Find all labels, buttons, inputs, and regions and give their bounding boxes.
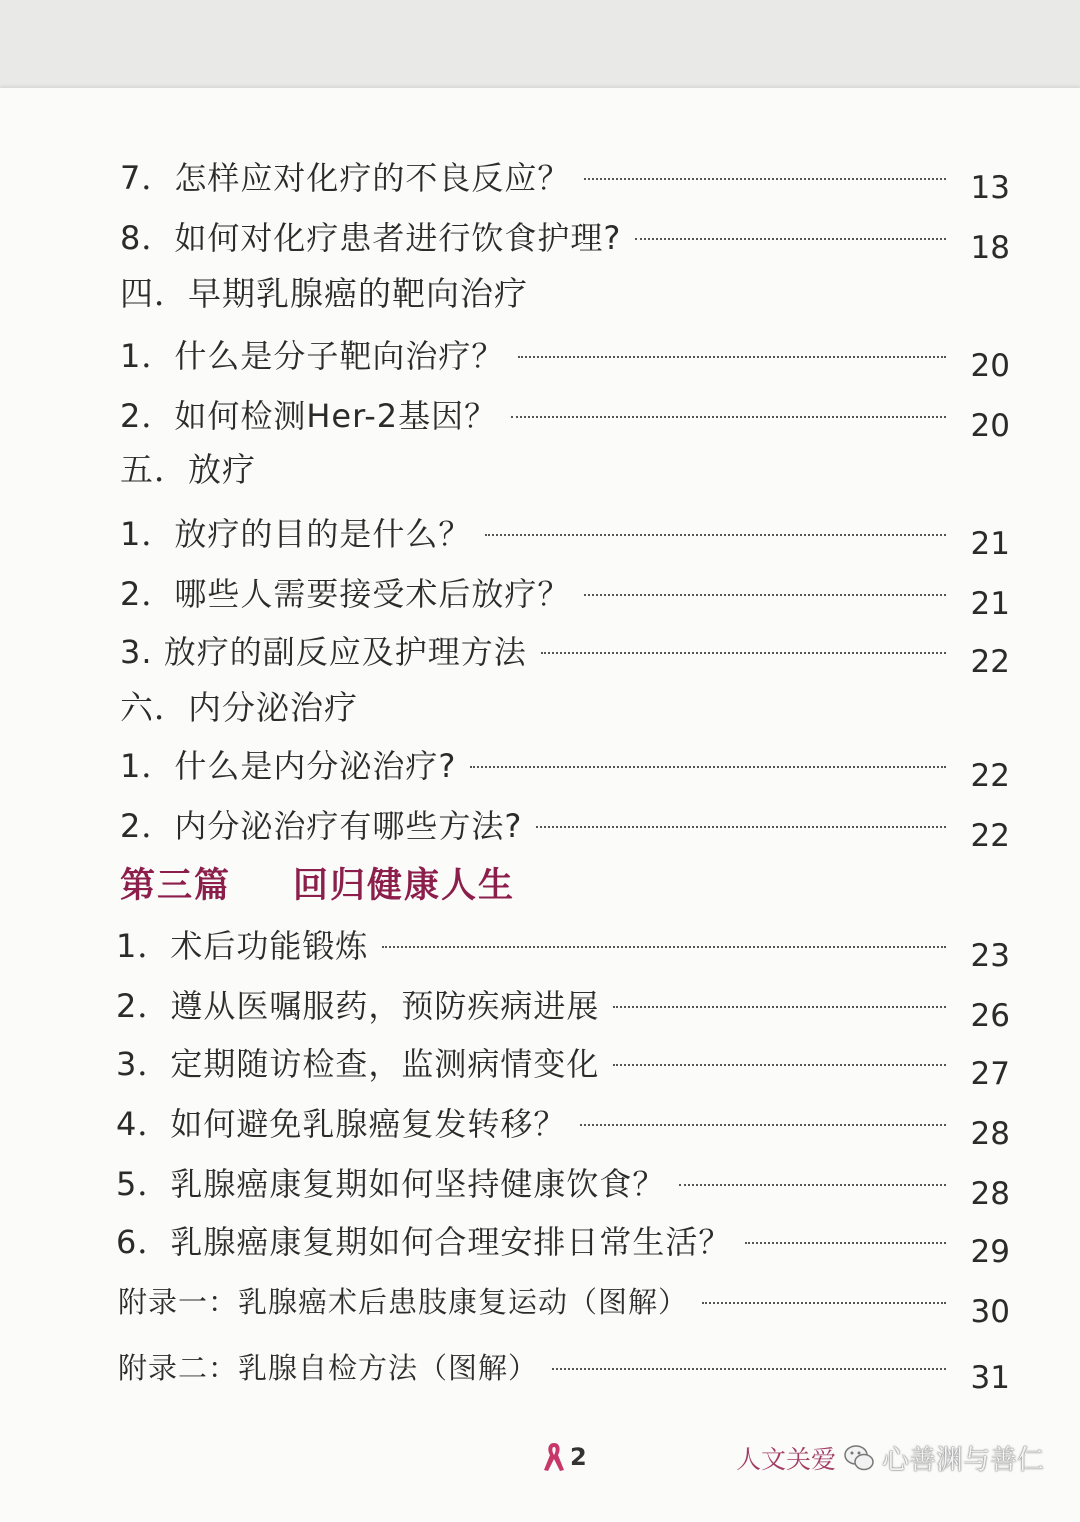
toc-item[interactable]	[120, 564, 1080, 622]
toc-page-number: 22	[970, 818, 1010, 854]
toc-item-title: 1．什么是分子靶向治疗？	[120, 337, 505, 375]
toc-page-number: 26	[970, 998, 1010, 1034]
toc-item[interactable]	[116, 1094, 1080, 1152]
toc-page-number: 21	[970, 526, 1010, 562]
footer-text: 人文关爱	[735, 1444, 836, 1474]
toc-page-number: 27	[970, 1056, 1010, 1092]
leader-dots	[580, 1124, 946, 1126]
toc-page-number: 28	[970, 1116, 1010, 1152]
leader-dots	[382, 946, 946, 948]
toc-heading-title: 五．放疗	[120, 450, 256, 489]
toc-item[interactable]	[120, 796, 1080, 854]
toc-item-title: 3. 放疗的副反应及护理方法	[120, 633, 527, 671]
footer-right	[736, 1438, 1044, 1477]
toc-item[interactable]	[116, 916, 1080, 974]
toc-page-number: 20	[970, 348, 1010, 384]
leader-dots	[485, 534, 946, 536]
page-number: 2	[570, 1443, 587, 1471]
toc-heading	[120, 440, 1080, 490]
toc-item[interactable]	[120, 208, 1080, 266]
toc-section-heading	[120, 856, 1080, 906]
toc-item-title: 7．怎样应对化疗的不良反应？	[120, 159, 571, 197]
leader-dots	[536, 826, 946, 828]
toc-item-title: 6．乳腺癌康复期如何合理安排日常生活？	[116, 1223, 732, 1261]
toc-item-title: 附录一：乳腺癌术后患肢康复运动（图解）	[118, 1285, 689, 1319]
toc-item[interactable]	[120, 386, 1080, 444]
toc-page-number: 22	[970, 644, 1010, 680]
toc-heading	[120, 678, 1080, 728]
toc-item-title: 3．定期随访检查，监测病情变化	[116, 1045, 600, 1083]
toc-item-title: 1．术后功能锻炼	[116, 927, 369, 965]
toc-item-title: 2．如何检测Her-2基因？	[120, 397, 498, 435]
section-title: 回归健康人生	[293, 866, 516, 906]
toc-item[interactable]	[116, 1154, 1080, 1212]
document-page	[0, 88, 1080, 1522]
toc-appendix[interactable]	[118, 1338, 1080, 1396]
toc-item[interactable]	[120, 504, 1080, 562]
toc-item-title: 2．哪些人需要接受术后放疗？	[120, 575, 571, 613]
toc-item[interactable]	[120, 736, 1080, 794]
toc-page-number: 30	[970, 1294, 1010, 1330]
leader-dots	[679, 1184, 946, 1186]
toc-page-number: 20	[970, 408, 1010, 444]
toc-heading-title: 六．内分泌治疗	[120, 688, 358, 727]
leader-dots	[511, 416, 946, 418]
leader-dots	[613, 1064, 946, 1066]
toc-page-number: 23	[970, 938, 1010, 974]
leader-dots	[470, 766, 946, 768]
leader-dots	[702, 1302, 946, 1304]
toc-page-number: 18	[970, 230, 1010, 266]
leader-dots	[745, 1242, 946, 1244]
toc-heading-title: 四．早期乳腺癌的靶向治疗	[120, 274, 528, 313]
toc-item[interactable]	[120, 622, 1080, 680]
leader-dots	[584, 594, 946, 596]
toc-page-number: 29	[970, 1234, 1010, 1270]
toc-page-number: 13	[970, 170, 1010, 206]
toc-item-title: 2．内分泌治疗有哪些方法?	[120, 807, 523, 845]
toc-item[interactable]	[116, 1034, 1080, 1092]
leader-dots	[552, 1368, 946, 1370]
toc-item[interactable]	[120, 326, 1080, 384]
leader-dots	[541, 652, 946, 654]
toc-heading	[120, 264, 1080, 314]
watermark-text: 心善渊与善仁	[882, 1445, 1044, 1476]
toc-page-number: 21	[970, 586, 1010, 622]
page-footer-number	[540, 1440, 587, 1474]
toc-page-number: 31	[970, 1360, 1010, 1396]
toc-item[interactable]	[116, 1212, 1080, 1270]
toc-page-number: 22	[970, 758, 1010, 794]
toc-item-title: 附录二：乳腺自检方法（图解）	[118, 1351, 539, 1385]
toc-page-number: 28	[970, 1176, 1010, 1212]
toc-item-title: 1．放疗的目的是什么？	[120, 515, 472, 553]
leader-dots	[635, 238, 946, 240]
leader-dots	[584, 178, 946, 180]
section-label: 第三篇	[120, 866, 232, 906]
toc-item-title: 4．如何避免乳腺癌复发转移？	[116, 1105, 567, 1143]
wechat-icon	[842, 1441, 876, 1475]
toc-item[interactable]	[120, 148, 1080, 206]
toc-item[interactable]	[116, 976, 1080, 1034]
toc-item-title: 5．乳腺癌康复期如何坚持健康饮食？	[116, 1165, 666, 1203]
table-of-contents	[0, 88, 1080, 1522]
toc-item-title: 8．如何对化疗患者进行饮食护理?	[120, 219, 622, 257]
toc-item-title: 2．遵从医嘱服药，预防疾病进展	[116, 987, 600, 1025]
toc-item-title: 1．什么是内分泌治疗?	[120, 747, 457, 785]
leader-dots	[613, 1006, 946, 1008]
leader-dots	[518, 356, 946, 358]
toc-appendix[interactable]	[118, 1272, 1080, 1330]
pink-ribbon-icon	[540, 1440, 568, 1474]
